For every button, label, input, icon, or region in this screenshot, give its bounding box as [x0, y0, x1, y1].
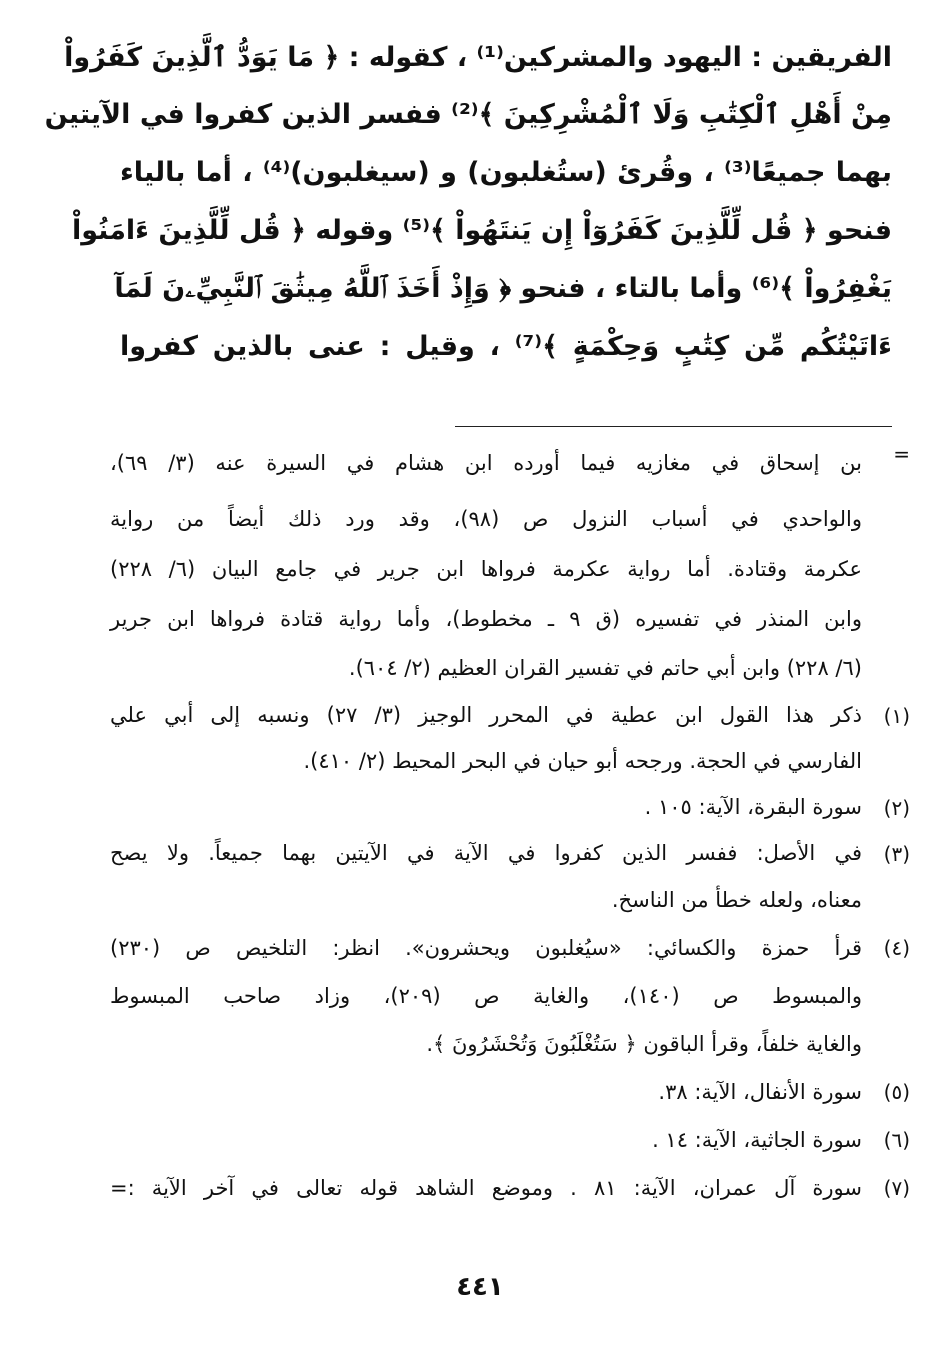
footnote-1 — [110, 692, 910, 784]
footnote-line: (٦/ ٢٢٨) وابن أبي حاتم في تفسير القران العظيم (٢/ ٦٠٤). — [348, 656, 862, 680]
footnote-marker: (٢) — [883, 796, 910, 820]
footnote-continuation — [110, 440, 910, 692]
footnote-marker: (٥) — [883, 1080, 910, 1104]
footnote-line: معناه، ولعله خطأ من الناسخ. — [611, 888, 862, 912]
footnote-line: بن إسحاق في مغازيه فيما أورده ابن هشام في السيرة عنه (٣/ ٦٩)، — [110, 451, 862, 475]
footnotes — [110, 440, 910, 1212]
footnote-line: والمبسوط ص (١٤٠)، والغاية ص (٢٠٩)، وزاد صاحب المبسوط — [110, 984, 862, 1008]
main-text-line: مِنْ أَهْلِ ٱلْكِتَٰبِ وَلَا ٱلْمُشْرِكِينَ ﴾⁽²⁾ ففسر الذين كفروا في الآيتين — [44, 99, 892, 130]
footnote-separator — [455, 426, 892, 427]
footnote-marker: (٧) — [883, 1176, 910, 1200]
main-text — [44, 30, 892, 376]
footnote-5 — [110, 1068, 910, 1116]
footnote-line: قرأ حمزة والكسائي: «سيُغلبون ويحشرون». انظر: التلخيص ص (٢٣٠) — [110, 936, 862, 960]
main-text-line: ءَاتَيْتُكُم مِّن كِتَٰبٍ وَحِكْمَةٍ ﴾⁽⁷⁾ ، وقيل : عنى بالذين كفروا — [120, 331, 892, 362]
footnote-line: والواحدي في أسباب النزول ص (٩٨)، وقد ورد ذلك أيضاً من رواية — [110, 507, 862, 531]
main-text-line: الفريقين : اليهود والمشركين⁽¹⁾ ، كقوله : ﴿ مَا يَوَدُّ ٱلَّذِينَ كَفَرُواْ — [64, 42, 892, 73]
main-text-line: يَغْفِرُواْ ﴾⁽⁶⁾ وأما بالتاء ، فنحو ﴿ وَإِذْ أَخَذَ ٱللَّهُ مِيثَٰقَ ٱلنَّبِيِّۦنَ لَمَآ — [114, 273, 892, 304]
footnote-2 — [110, 784, 910, 830]
footnote-marker: (٤) — [883, 936, 910, 960]
footnote-6 — [110, 1116, 910, 1164]
footnote-line: في الأصل: ففسر الذين كفروا في الآية في الآيتين بهما جميعاً. ولا يصح — [110, 841, 862, 865]
footnote-4 — [110, 924, 910, 1068]
footnote-marker: (٣) — [883, 842, 910, 866]
footnote-line: والغاية خلفاً، وقرأ الباقون ﴿ سَتُغْلَبُونَ وَتُحْشَرُونَ ﴾. — [426, 1032, 862, 1056]
footnote-line: سورة آل عمران، الآية: ٨١ . وموضع الشاهد قوله تعالى في آخر الآية := — [110, 1176, 862, 1200]
main-text-line: بهما جميعًا⁽³⁾ ، وقُرئ (ستُغلبون) و (سيغلبون)⁽⁴⁾ ، أما بالياء — [120, 157, 892, 188]
main-text-line: فنحو ﴿ قُل لِّلَّذِينَ كَفَرُوٓاْ إِن يَنتَهُواْ ﴾⁽⁵⁾ وقوله ﴿ قُل لِّلَّذِينَ ءَامَنُواْ — [71, 215, 892, 246]
footnote-7 — [110, 1164, 910, 1212]
footnote-line: ذكر هذا القول ابن عطية في المحرر الوجيز (٣/ ٢٧) ونسبه إلى أبي علي — [110, 703, 862, 727]
footnote-marker: (١) — [883, 704, 910, 728]
footnote-line: سورة الجاثية، الآية: ١٤ . — [652, 1128, 862, 1152]
footnote-line: وابن المنذر في تفسيره (ق ٩ ـ مخطوط)، وأما رواية قتادة فرواها ابن جرير — [110, 607, 862, 631]
footnote-marker: (٦) — [883, 1128, 910, 1152]
footnote-marker: = — [893, 442, 910, 466]
footnote-line: عكرمة وقتادة. أما رواية عكرمة فرواها ابن جرير في جامع البيان (٦/ ٢٢٨) — [110, 557, 862, 581]
footnote-line: الفارسي في الحجة. ورجحه أبو حيان في البحر المحيط (٢/ ٤١٠). — [303, 749, 862, 773]
footnote-line: سورة البقرة، الآية: ١٠٥ . — [644, 795, 862, 819]
footnote-3 — [110, 830, 910, 924]
page-number: ٤٤١ — [456, 1272, 504, 1302]
footnote-line: سورة الأنفال، الآية: ٣٨. — [658, 1080, 862, 1104]
